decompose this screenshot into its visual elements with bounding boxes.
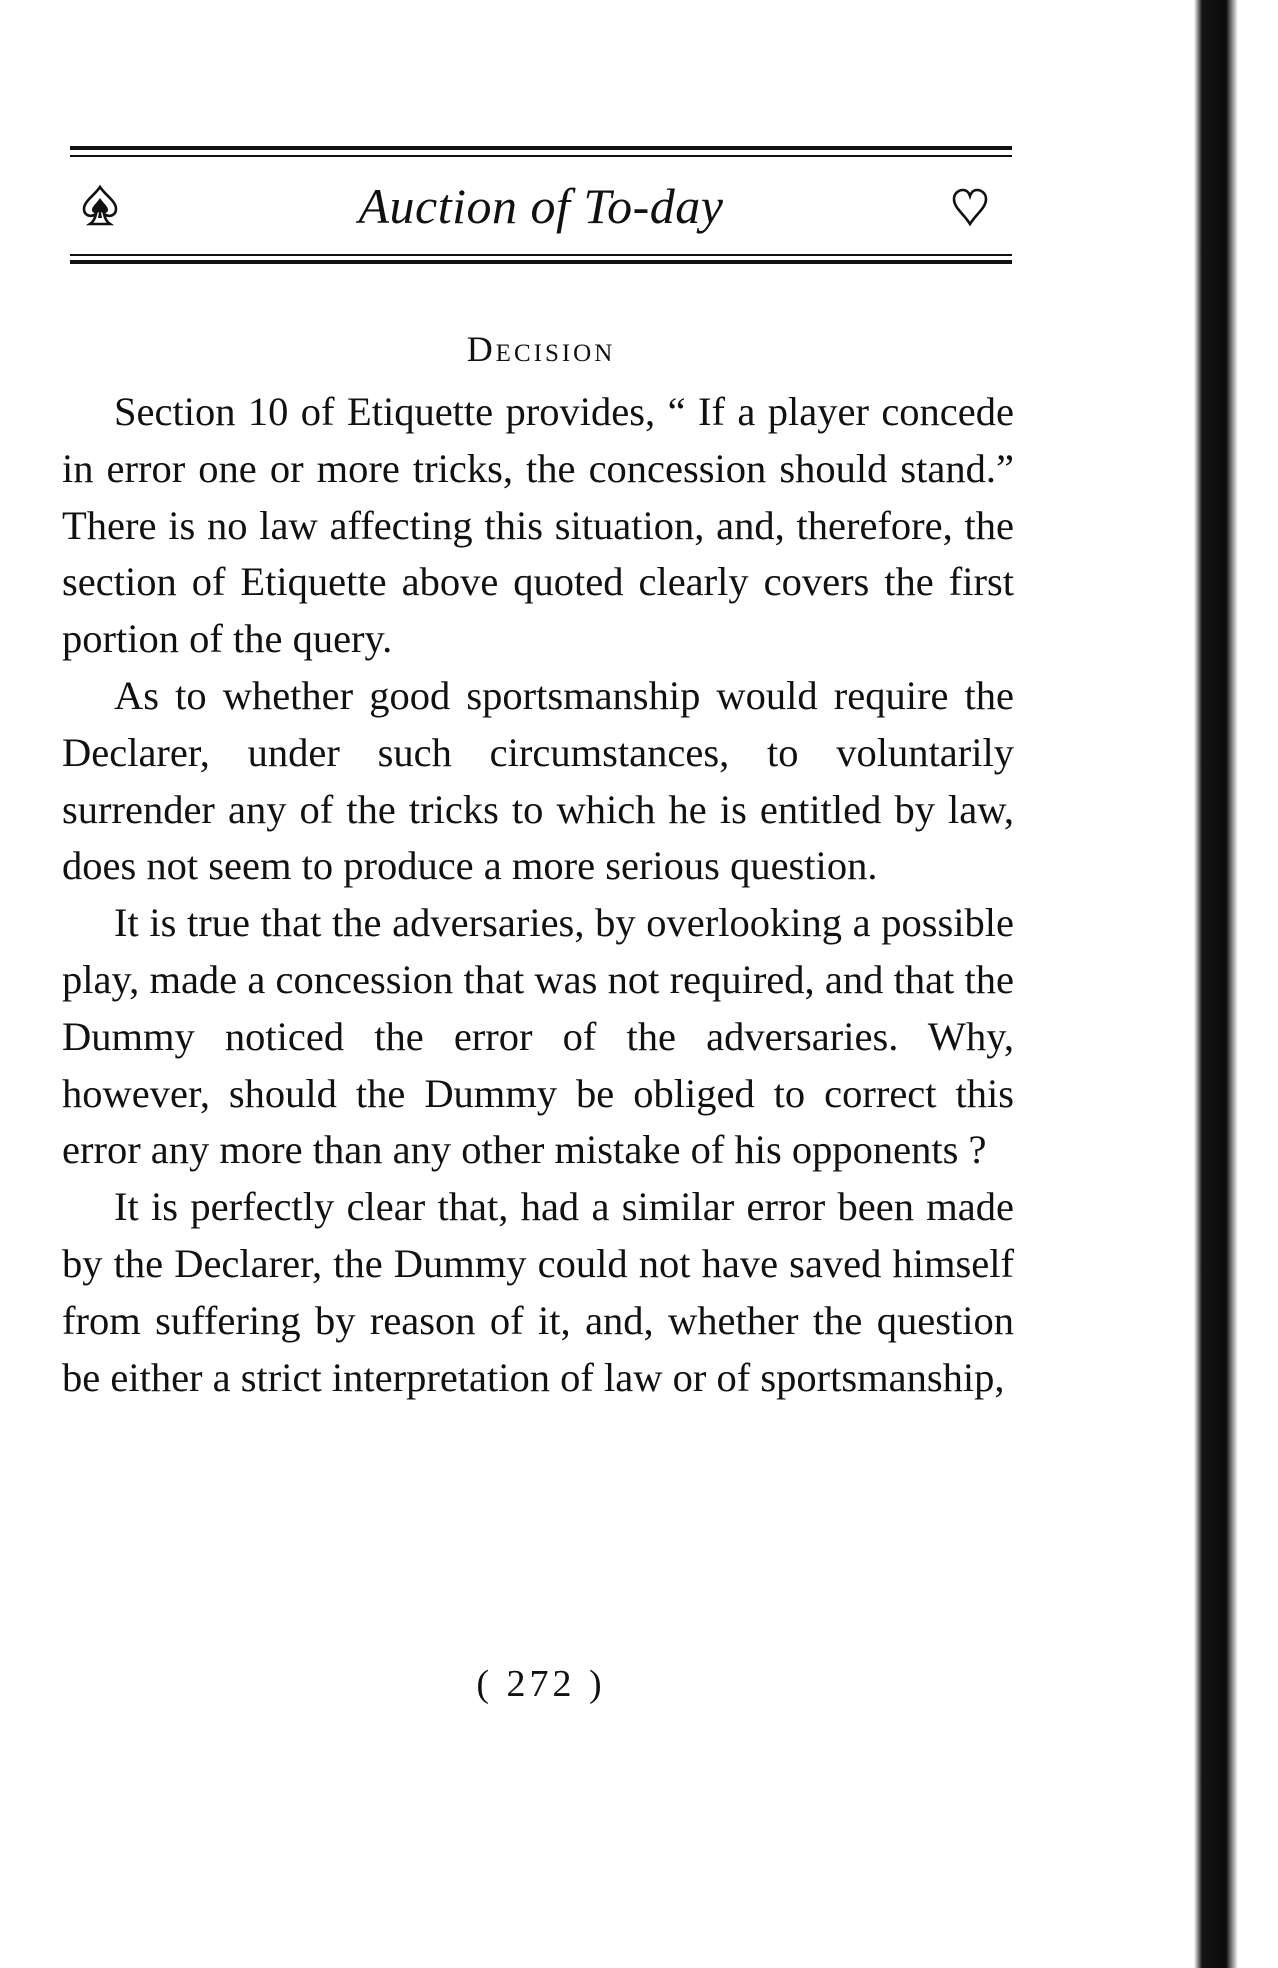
paragraph-2: As to whether good sportsmanship would require the Declarer, under such circumstances, to voluntarily surrender any of the tricks to which he is entitled by law, does not seem to produce a more serious question. xyxy=(62,672,1014,889)
running-title: Auction of To-day xyxy=(358,178,724,234)
running-head xyxy=(70,170,1012,246)
paragraph-4: It is perfectly clear that, had a similar error been made by the Declarer, the Dummy could not have saved himself from suffering by reason of it, and, whether the question be either a strict interpretation of law or of sportsmanship, xyxy=(62,1184,1014,1400)
body-text xyxy=(62,384,1014,1406)
header-rule-bottom xyxy=(70,254,1012,268)
binding-edge xyxy=(1168,0,1278,1968)
page-number: ( 272 ) xyxy=(476,1663,606,1705)
section-heading: Decision xyxy=(466,329,616,369)
paragraph-1: Section 10 of Etiquette provides, “ If a player concede in error one or more tricks, the concession should stand.” There is no law affecting this situation, and, therefore, the section of Etiquette above quoted clearly covers the first portion of the query. xyxy=(62,389,1014,662)
paragraph-3: It is true that the adversaries, by overlooking a possible play, made a concession that was not required, and that the Dummy noticed the error of the adversaries. Why, however, should the Dummy be obliged to correct this error any more than any other mistake of his opponents ? xyxy=(62,900,1014,1173)
header-rule-top xyxy=(70,146,1012,160)
heart-icon xyxy=(950,184,990,228)
